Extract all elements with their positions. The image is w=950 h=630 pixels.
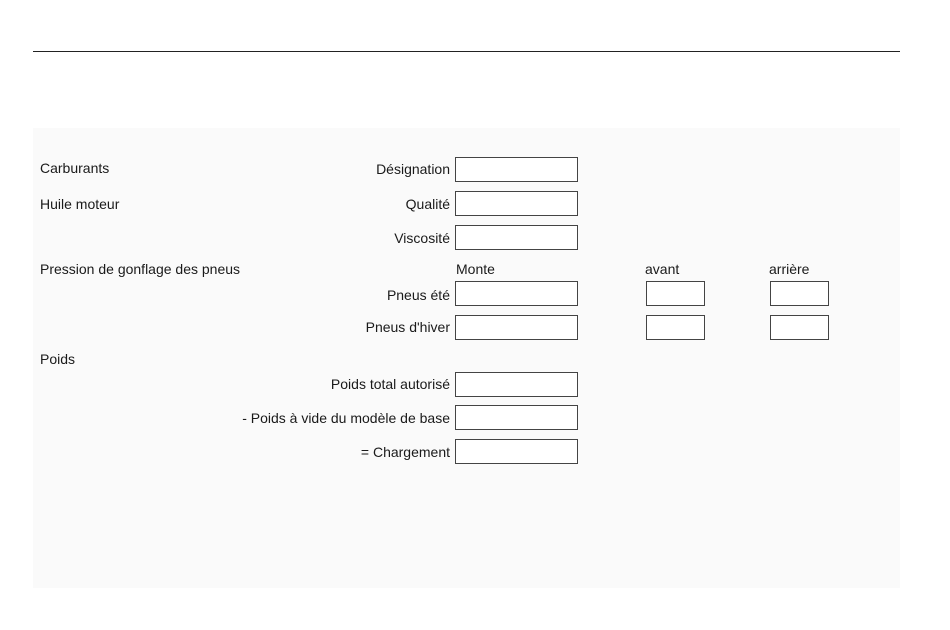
viscosite-label: Viscosité (394, 230, 450, 246)
designation-label: Désignation (376, 161, 450, 177)
qualite-label: Qualité (405, 196, 450, 212)
pneus-ete-avant-field[interactable] (646, 281, 705, 306)
chargement-label: = Chargement (360, 444, 450, 460)
qualite-field[interactable] (455, 191, 578, 216)
pneus-hiver-arriere-field[interactable] (770, 315, 829, 340)
column-arriere: arrière (769, 261, 810, 277)
column-monte: Monte (456, 261, 495, 277)
pneus-hiver-label: Pneus d'hiver (365, 319, 450, 335)
pneus-ete-monte-field[interactable] (455, 281, 578, 306)
designation-field[interactable] (455, 157, 578, 182)
poids-vide-label: - Poids à vide du modèle de base (242, 410, 450, 426)
viscosite-field[interactable] (455, 225, 578, 250)
pneus-hiver-avant-field[interactable] (646, 315, 705, 340)
section-pression-pneus: Pression de gonflage des pneus (40, 261, 241, 277)
poids-vide-field[interactable] (455, 405, 578, 430)
pneus-ete-label: Pneus été (386, 287, 450, 303)
pneus-ete-arriere-field[interactable] (770, 281, 829, 306)
chargement-field[interactable] (455, 439, 578, 464)
column-avant: avant (645, 261, 680, 277)
poids-total-label: Poids total autorisé (330, 376, 450, 392)
pneus-hiver-monte-field[interactable] (455, 315, 578, 340)
poids-total-field[interactable] (455, 372, 578, 397)
section-carburants: Carburants (40, 160, 110, 176)
top-divider (33, 51, 900, 52)
section-huile-moteur: Huile moteur (40, 196, 120, 212)
section-poids: Poids (40, 351, 76, 367)
